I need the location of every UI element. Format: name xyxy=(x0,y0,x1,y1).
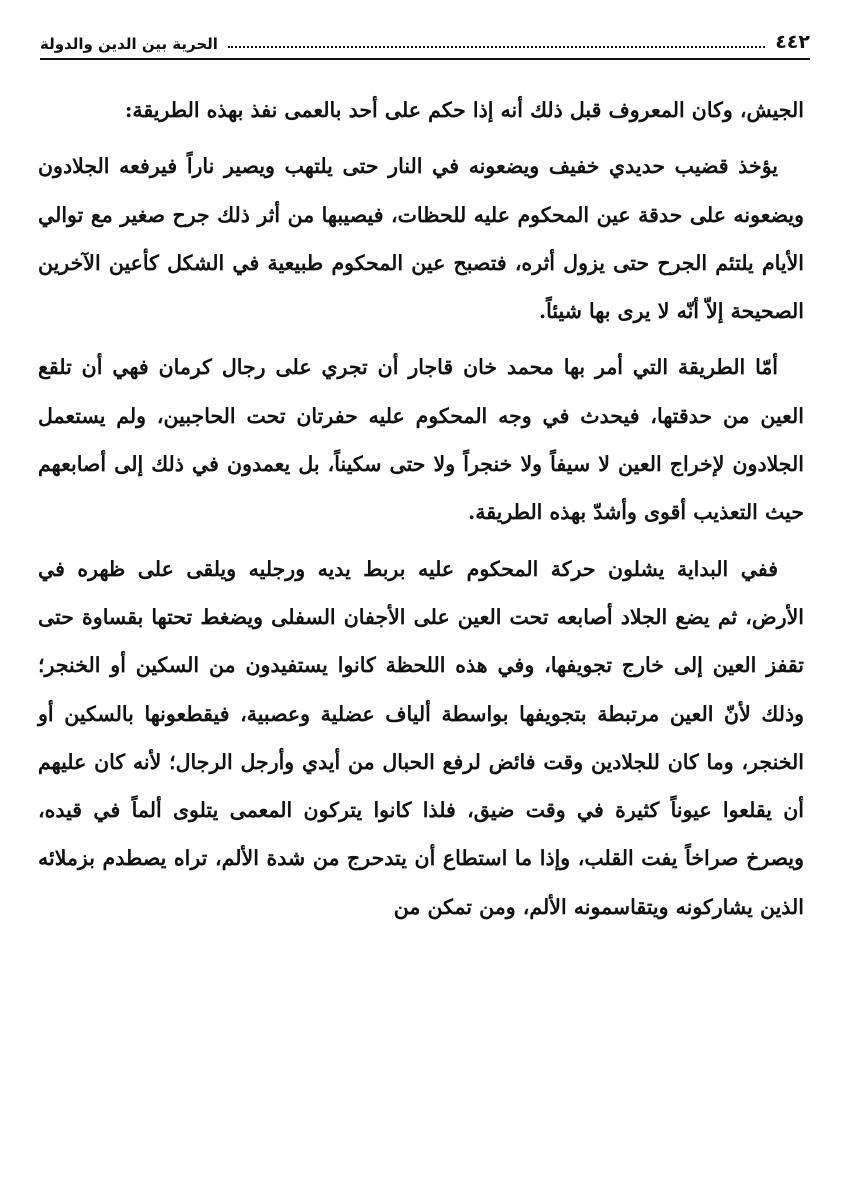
page-number: ٤٤٢ xyxy=(775,31,810,53)
paragraph-procedure: ففي البداية يشلون حركة المحكوم عليه بربط يديه ورجليه ويلقى على ظهره في الأرض، ثم يضع الجلاد أصابعه تحت العين على الأجفان السفلى ويضغط تحتها بقساوة حتى تقفز العين إلى خارج تجويفها، وفي هذه اللحظة كانوا يستفيدون من السكين أو الخنجر؛ وذلك لأنّ العين مرتبطة بتجويفها بواسطة ألياف عضلية وعصبية، فيقطعونها بالسكين أو الخنجر، وما كان للجلادين وقت فائض لرفع الحبال من أيدي وأرجل الرجال؛ لأنه كان عليهم أن يقلعوا عيوناً كثيرة في وقت ضيق، فلذا كانوا يتركون المعمى يتلوى ألماً في قيده، ويصرخ صراخاً يفت القلب، وإذا ما استطاع أن يتدحرج من شدة الألم، تراه يصطدم بزملائه الذين يشاركونه ويتقاسمونه الألم، ومن تمكن من xyxy=(38,556,804,919)
paragraph-method-description: يؤخذ قضيب حديدي خفيف ويضعونه في النار حتى يلتهب ويصير ناراً فيرفعه الجلادون ويضعونه على حدقة عين المحكوم عليه للحظات، فيصيبها من أثر ذلك جرح صغير مع توالي الأيام يلتئم الجرح حتى يزول أثره، فتصبح عين المحكوم طبيعية في الشكل كأعين الآخرين الصحيحة إلاّ أنّه لا يرى بها شيئاً. xyxy=(38,154,804,324)
running-title: الحرية بين الدين والدولة xyxy=(40,35,218,53)
paragraph-continuation: الجيش، وكان المعروف قبل ذلك أنه إذا حكم على أحد بالعمى نفذ بهذه الطريقة: xyxy=(124,98,804,122)
body-text xyxy=(38,86,804,931)
running-header xyxy=(40,30,810,60)
dotted-leader xyxy=(228,46,765,48)
paragraph-qajar-method: أمّا الطريقة التي أمر بها محمد خان قاجار أن تجري على رجال كرمان فهي أن تلقع العين من حدقتها، فيحدث في وجه المحكوم عليه حفرتان تحت الحاجبين، ولم يستعمل الجلادون لإخراج العين لا سيفاً ولا خنجراً ولا حتى سكيناً، بل يعمدون في ذلك إلى أصابعهم حيث التعذيب أقوى وأشدّ بهذه الطريقة. xyxy=(38,355,804,525)
